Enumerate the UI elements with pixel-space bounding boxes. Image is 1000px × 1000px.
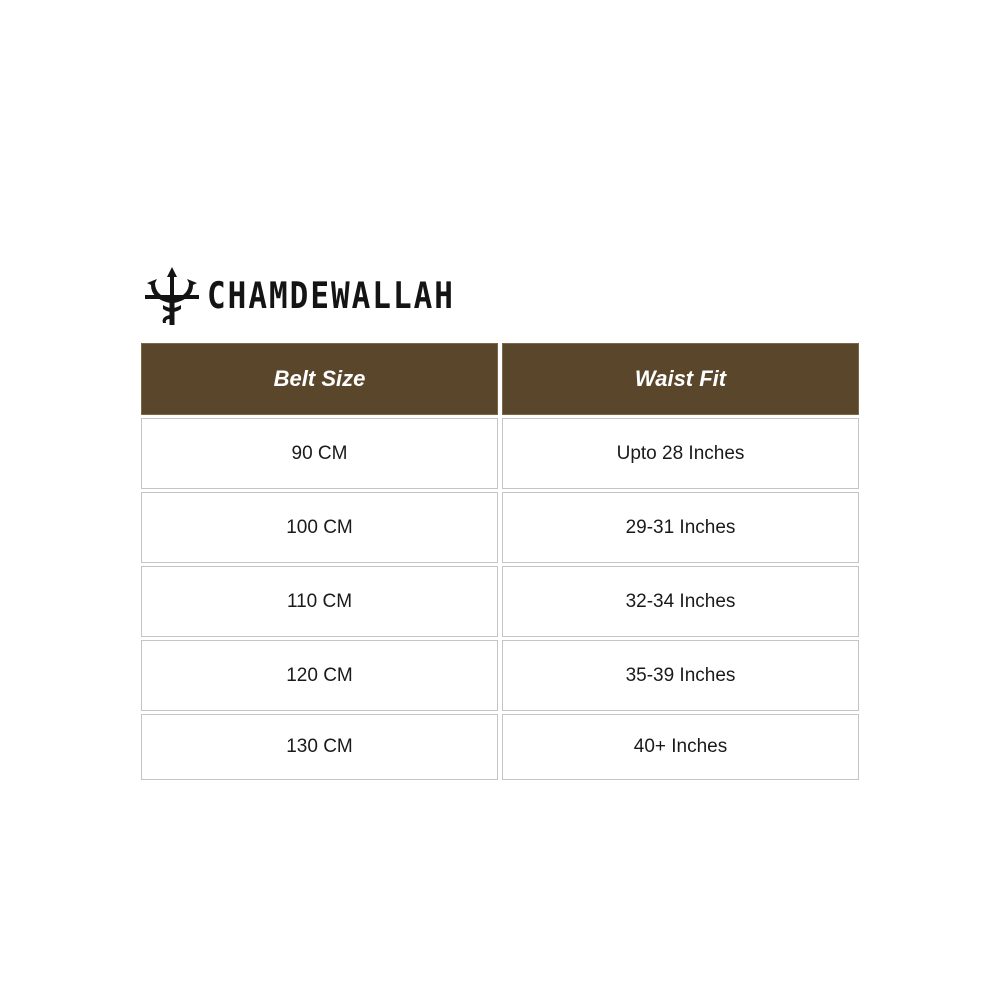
belt-size-cell: 120 CM bbox=[141, 640, 498, 711]
belt-size-cell: 100 CM bbox=[141, 492, 498, 563]
belt-size-chart-table bbox=[141, 343, 859, 780]
column-header-belt-size: Belt Size bbox=[141, 343, 498, 415]
column-header-waist-fit: Waist Fit bbox=[502, 343, 859, 415]
belt-size-cell: 110 CM bbox=[141, 566, 498, 637]
waist-fit-cell: 35-39 Inches bbox=[502, 640, 859, 711]
belt-size-cell: 90 CM bbox=[141, 418, 498, 489]
waist-fit-cell: 32-34 Inches bbox=[502, 566, 859, 637]
waist-fit-cell: Upto 28 Inches bbox=[502, 418, 859, 489]
brand-header bbox=[143, 264, 455, 328]
waist-fit-cell: 29-31 Inches bbox=[502, 492, 859, 563]
trident-icon bbox=[143, 265, 201, 327]
belt-size-cell: 130 CM bbox=[141, 714, 498, 780]
brand-name: CHAMDEWALLAH bbox=[207, 274, 455, 318]
waist-fit-cell: 40+ Inches bbox=[502, 714, 859, 780]
